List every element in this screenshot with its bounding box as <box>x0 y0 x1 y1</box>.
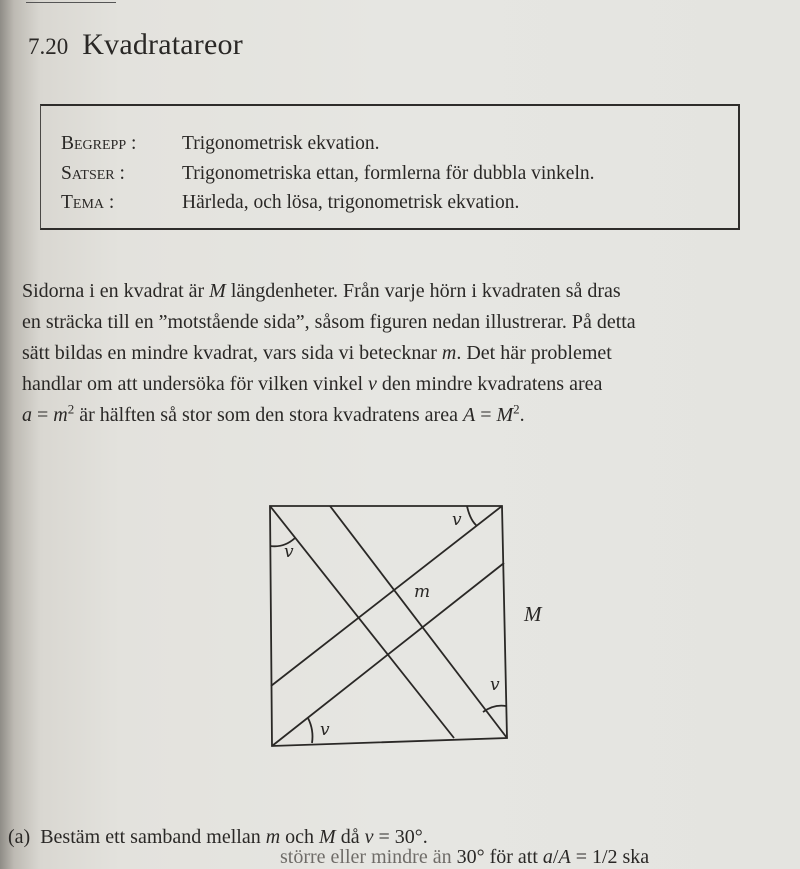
task-a: (a) Bestäm ett samband mellan m och M då v = 30°. <box>8 826 428 848</box>
text-line: sätt bildas en mindre kvadrat, vars sida vi betecknar m. Det här problemet <box>22 342 612 364</box>
info-key: Tema : <box>61 192 115 213</box>
segment-top <box>330 506 507 738</box>
label-angle-v: v <box>452 510 462 530</box>
page-top-rule <box>26 2 116 3</box>
label-angle-v: v <box>490 675 500 695</box>
info-row-begrepp <box>61 133 380 155</box>
info-key: Satser : <box>61 163 125 184</box>
text-line: Sidorna i en kvadrat är M längdenheter. Från varje hörn i kvadraten så dras <box>22 280 621 302</box>
info-row-satser <box>61 163 594 185</box>
info-value: Trigonometriska ettan, formlerna för dubbla vinkeln. <box>182 163 595 184</box>
info-row-tema <box>61 192 519 214</box>
angle-arc-bottom-left <box>308 718 313 743</box>
info-value: Härleda, och lösa, trigonometrisk ekvation. <box>182 192 520 213</box>
task-label: (a) <box>8 826 31 848</box>
section-number: 7.20 <box>28 34 69 59</box>
info-key: Begrepp : <box>61 133 137 154</box>
section-title: Kvadratareor <box>82 28 243 61</box>
label-small-side-m: m <box>414 582 431 602</box>
figure-drawing <box>262 496 562 756</box>
section-heading <box>28 28 243 62</box>
problem-text <box>22 276 782 431</box>
label-angle-v: v <box>320 720 330 740</box>
angle-arc-top-right <box>467 506 477 526</box>
label-big-side-M: M <box>524 602 542 626</box>
text-line: handlar om att undersöka för vilken vinkel v den mindre kvadratens area <box>22 373 603 395</box>
square-figure <box>262 496 562 756</box>
outer-square <box>270 506 507 746</box>
segment-top-right <box>271 506 502 686</box>
info-box <box>40 104 740 230</box>
segment-top-left <box>270 506 454 738</box>
label-angle-v: v <box>284 542 294 562</box>
segment-bottom-left <box>272 563 504 746</box>
task-b-partial: större eller mindre än 30° för att a/A = 1/2 ska <box>280 846 650 868</box>
info-value: Trigonometrisk ekvation. <box>182 133 380 154</box>
text-line: $a = m^2$ är hälften så stor som den stora kvadratens area $A = M^2$. <box>22 401 525 426</box>
text-line: en sträcka till en ”motstående sida”, såsom figuren nedan illustrerar. På detta <box>22 311 636 333</box>
